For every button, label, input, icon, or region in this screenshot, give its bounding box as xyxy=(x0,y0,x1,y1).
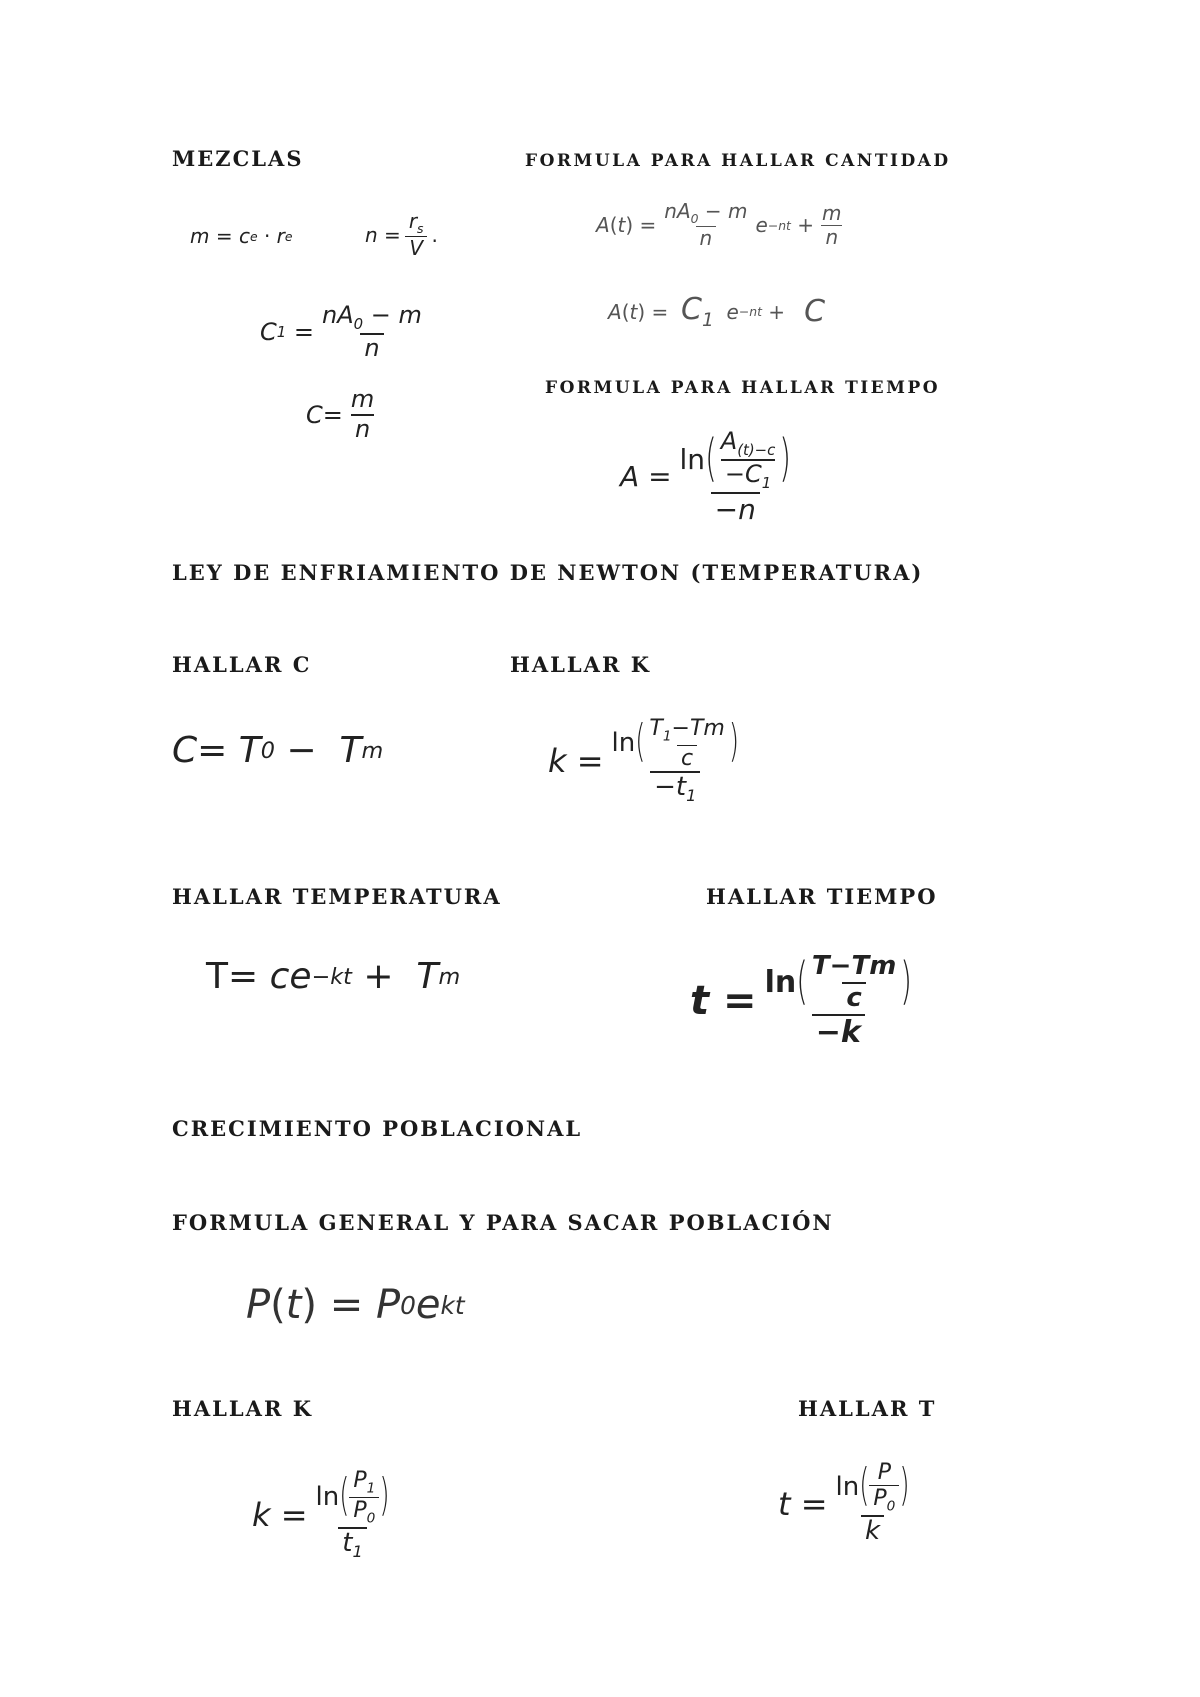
formula-poblacion-k: k = ln ( $\frac{P_1}{P_0}$ ) $t_1$ xyxy=(252,1468,390,1562)
formula-c: C = $\frac{m}{n}$ xyxy=(306,385,375,443)
formula-a-t-full: A ( t ) = $\frac{nA_0 - m}{n}$ e −nt + $\frac{m}{n}$ xyxy=(596,199,842,251)
heading-hallar-tiempo: HALLAR TIEMPO xyxy=(706,884,938,909)
heading-hallar-t-poblacion: HALLAR T xyxy=(798,1396,937,1421)
heading-hallar-temperatura: HALLAR TEMPERATURA xyxy=(172,884,502,909)
formula-a-tiempo: A = ln ( $\frac{A_{(t)-c}}{-C_1}$ ) −n xyxy=(620,427,792,526)
heading-hallar-c: HALLAR C xyxy=(172,652,312,677)
heading-hallar-k: HALLAR K xyxy=(510,652,651,677)
heading-cantidad: FORMULA PARA HALLAR CANTIDAD xyxy=(525,151,951,171)
formula-m: m = c e · r e xyxy=(190,224,293,248)
formula-newton-temperatura: T= ce −kt + T m xyxy=(206,956,461,997)
formula-poblacion-t: t = ln ( $\frac{P}{P_0}$ ) k xyxy=(778,1460,910,1547)
formula-c1: C 1 = $\frac{nA_0 - m}{n}$ xyxy=(260,301,422,362)
heading-crecimiento: CRECIMIENTO POBLACIONAL xyxy=(172,1116,583,1141)
formula-a-t-short: A ( t ) = $C_1$ e −nt + C xyxy=(608,292,826,331)
heading-hallar-k-poblacion: HALLAR K xyxy=(172,1396,313,1421)
heading-tiempo-mezcla: FORMULA PARA HALLAR TIEMPO xyxy=(545,378,941,398)
heading-newton: LEY DE ENFRIAMIENTO DE NEWTON (TEMPERATURA) xyxy=(172,560,924,585)
heading-mezclas: MEZCLAS xyxy=(172,146,304,171)
heading-formula-general: FORMULA GENERAL Y PARA SACAR POBLACIÓN xyxy=(172,1210,834,1235)
formula-newton-tiempo: t = ln ( $\frac{T-Tm}{c}$ ) −k xyxy=(690,951,913,1050)
formula-poblacion-general: P ( t ) = P 0 e kt xyxy=(246,1282,465,1328)
formula-newton-k: k = ln ( $\frac{T_1-Tm}{c}$ ) $-t_1$ xyxy=(548,716,739,806)
formula-n: n = $\frac{r_s}{V}$ . xyxy=(365,209,438,261)
formula-newton-c: C = T 0 − T m xyxy=(172,730,384,771)
